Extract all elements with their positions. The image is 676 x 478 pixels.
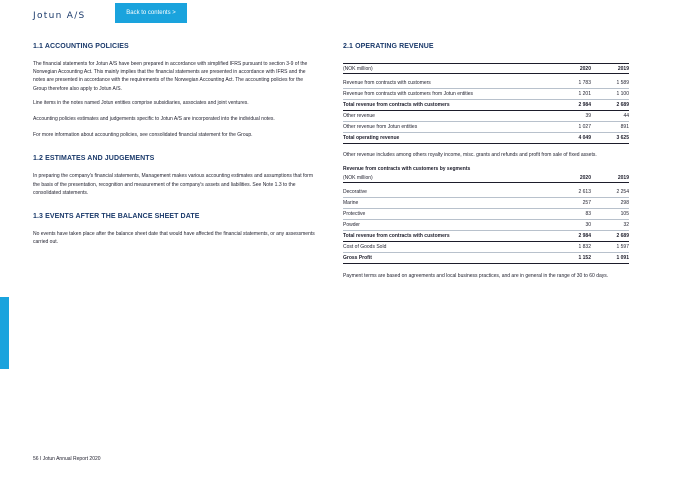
row-label: Other revenue — [343, 111, 553, 122]
table-row — [343, 209, 629, 220]
row-value-2019: 1 100 — [591, 89, 629, 100]
row-value-2020: 2 984 — [553, 231, 591, 242]
table-total-row — [343, 100, 629, 111]
row-label: Powder — [343, 220, 553, 231]
row-value-2019: 2 689 — [591, 100, 629, 111]
table-row — [343, 78, 629, 89]
row-value-2019: 298 — [591, 198, 629, 209]
row-value-2020: 1 201 — [553, 89, 591, 100]
row-value-2020: 2 984 — [553, 100, 591, 111]
row-value-2020: 39 — [553, 111, 591, 122]
row-label: Total revenue from contracts with customers — [343, 100, 553, 111]
estimates-paragraph: In preparing the company's financial statements, Management makes various accounting estimates and assumptions that form the basis of the presentation, recognition and measurement of the company's assets and liabilities. See Note 1.3 to the consolidated statements. — [33, 173, 313, 196]
table-row — [343, 111, 629, 122]
other-revenue-note: Other revenue includes among others royalty income, misc. grants and refunds and profit from sale of fixed assets. — [343, 152, 597, 158]
table-header-row — [343, 64, 629, 74]
column-header-label: (NOK million) — [343, 173, 553, 183]
left-column — [33, 43, 316, 246]
table-total-row — [343, 231, 629, 242]
row-value-2019: 1 091 — [591, 253, 629, 264]
row-value-2020: 4 049 — [553, 133, 591, 144]
row-value-2020: 1 783 — [553, 78, 591, 89]
row-label: Total revenue from contracts with customers — [343, 231, 553, 242]
events-paragraph: No events have taken place after the balance sheet date that would have affected the financial statements, or any assessments carried out. — [33, 231, 315, 246]
table-header-row — [343, 173, 629, 183]
accounting-policies-heading: 1.1 ACCOUNTING POLICIES — [33, 43, 129, 50]
row-label: Revenue from contracts with customers from Jotun entities — [343, 89, 553, 100]
table-row — [343, 122, 629, 133]
row-value-2019: 44 — [591, 111, 629, 122]
right-column — [343, 43, 629, 280]
table-row — [343, 187, 629, 198]
accounting-policies-paragraph-4: For more information about accounting policies, see consolidated financial statement for the Group. — [33, 132, 253, 139]
company-logo: Jotun A/S — [33, 11, 86, 21]
column-header-2019: 2019 — [591, 173, 629, 183]
row-value-2019: 105 — [591, 209, 629, 220]
row-value-2019: 32 — [591, 220, 629, 231]
row-label: Marine — [343, 198, 553, 209]
operating-revenue-table — [343, 63, 629, 144]
row-value-2019: 1 597 — [591, 242, 629, 253]
row-value-2019: 2 689 — [591, 231, 629, 242]
row-value-2020: 2 613 — [553, 187, 591, 198]
table-row — [343, 242, 629, 253]
table-total-row — [343, 133, 629, 144]
column-header-label: (NOK million) — [343, 64, 553, 74]
segments-table — [343, 173, 629, 264]
table-row — [343, 89, 629, 100]
row-value-2020: 1 152 — [553, 253, 591, 264]
segments-subheading: Revenue from contracts with customers by segments — [343, 166, 471, 173]
row-label: Total operating revenue — [343, 133, 553, 144]
row-value-2020: 1 832 — [553, 242, 591, 253]
row-value-2019: 2 254 — [591, 187, 629, 198]
accounting-policies-paragraph-1: The financial statements for Jotun A/S have been prepared in accordance with simplified IFRS pursuant to section 3-9 of the Norwegian Accounting Act. This mainly implies that the financial statements are presented in accordance with IFRS and the notes are presented in accordance with the requirements of the Norwegian Accounting Act. The accounting policies for the Group therefore also apply to Jotun A/S. — [33, 61, 308, 92]
row-value-2020: 30 — [553, 220, 591, 231]
row-value-2019: 891 — [591, 122, 629, 133]
table-row — [343, 198, 629, 209]
row-value-2019: 3 625 — [591, 133, 629, 144]
row-value-2020: 257 — [553, 198, 591, 209]
estimates-heading: 1.2 ESTIMATES AND JUDGEMENTS — [33, 155, 155, 163]
column-header-2019: 2019 — [591, 64, 629, 74]
row-label: Other revenue from Jotun entities — [343, 122, 553, 133]
back-to-contents-button[interactable]: Back to contents > — [115, 3, 187, 23]
side-accent-bar — [0, 297, 9, 369]
table-row — [343, 220, 629, 231]
row-label: Decorative — [343, 187, 553, 198]
row-value-2020: 83 — [553, 209, 591, 220]
operating-revenue-heading: 2.1 OPERATING REVENUE — [343, 43, 434, 50]
column-header-2020: 2020 — [553, 64, 591, 74]
row-label: Cost of Goods Sold — [343, 242, 553, 253]
accounting-policies-paragraph-2: Line items in the notes named Jotun entities comprise subsidiaries, associates and joint ventures. — [33, 99, 249, 106]
payment-terms-note: Payment terms are based on agreements and local business practices, and are in general in the range of 30 to 60 days. — [343, 273, 609, 280]
row-value-2020: 1 027 — [553, 122, 591, 133]
row-value-2019: 1 589 — [591, 78, 629, 89]
table-total-row — [343, 253, 629, 264]
row-label: Protective — [343, 209, 553, 220]
row-label: Gross Profit — [343, 253, 553, 264]
column-header-2020: 2020 — [553, 173, 591, 183]
page-footer: 56 I Jotun Annual Report 2020 — [33, 456, 101, 462]
events-heading: 1.3 EVENTS AFTER THE BALANCE SHEET DATE — [33, 213, 200, 221]
accounting-policies-paragraph-3: Accounting policies estimates and judgements specific to Jotun A/S are incorporated into the individual notes. — [33, 116, 275, 123]
row-label: Revenue from contracts with customers — [343, 78, 553, 89]
